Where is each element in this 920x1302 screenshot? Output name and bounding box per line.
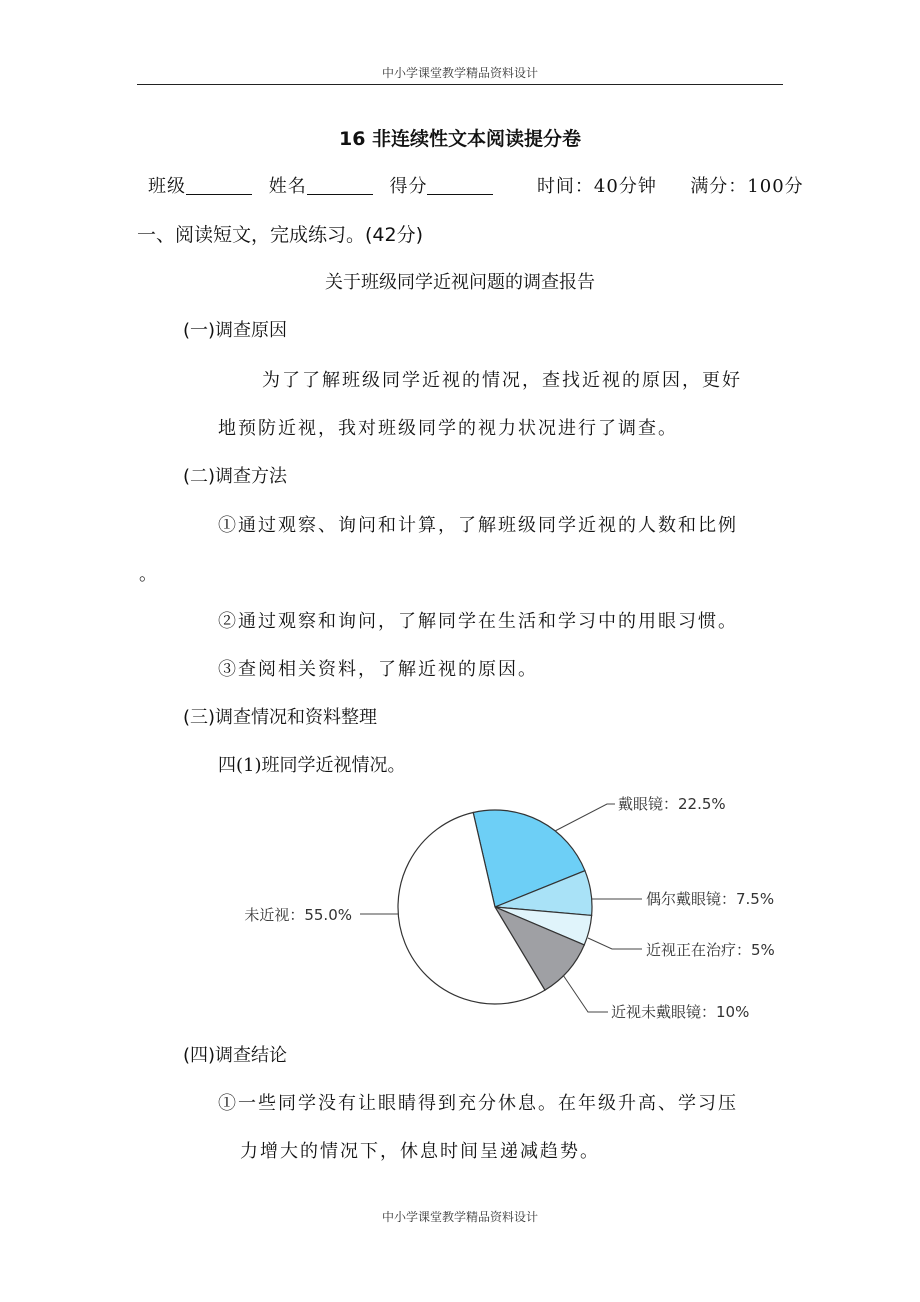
name-label: 姓名 xyxy=(268,176,307,197)
part2-item2: ②通过观察和询问，了解同学在生活和学习中的用眼习惯。 xyxy=(218,611,738,632)
part4-item1-line2: 力增大的情况下，休息时间呈递减趋势。 xyxy=(240,1141,600,1162)
myopia-pie-chart xyxy=(200,780,820,1040)
report-title: 关于班级同学近视问题的调查报告 xyxy=(325,272,595,293)
part2-item3: ③查阅相关资料，了解近视的原因。 xyxy=(218,659,538,680)
part1-heading: (一)调查原因 xyxy=(183,320,288,341)
pie-label-1: 偶尔戴眼镜：7.5% xyxy=(646,890,775,908)
page-footer: 中小学课堂教学精品资料设计 xyxy=(381,1210,538,1224)
part1-line2: 地预防近视，我对班级同学的视力状况进行了调查。 xyxy=(218,418,678,439)
full-score-info: 满分：100分 xyxy=(690,176,804,197)
student-info-row xyxy=(148,172,804,198)
pie-label-3: 近视未戴眼镜：10% xyxy=(611,1003,750,1021)
page-header: 中小学课堂教学精品资料设计 xyxy=(381,66,538,80)
pie-leader-line-3 xyxy=(563,975,608,1012)
header-rule xyxy=(137,84,783,85)
part4-heading: (四)调查结论 xyxy=(183,1045,288,1066)
pie-label-2: 近视正在治疗：5% xyxy=(646,941,775,959)
pie-label-0: 戴眼镜：22.5% xyxy=(618,795,726,813)
pie-label-4: 未近视：55.0% xyxy=(244,906,352,924)
section-heading: 一、阅读短文，完成练习。(42分) xyxy=(137,224,424,246)
name-blank xyxy=(307,176,373,195)
part3-intro: 四(1)班同学近视情况。 xyxy=(218,755,406,776)
part2-heading: (二)调查方法 xyxy=(183,466,288,487)
score-label: 得分 xyxy=(389,176,428,197)
part4-item1-line1: ①一些同学没有让眼睛得到充分休息。在年级升高、学习压 xyxy=(218,1093,738,1114)
score-blank xyxy=(427,176,493,195)
part1-line1: 为了了解班级同学近视的情况，查找近视的原因，更好 xyxy=(262,370,742,391)
part2-item1-line1: ①通过观察、询问和计算，了解班级同学近视的人数和比例 xyxy=(218,515,738,536)
class-label: 班级 xyxy=(148,176,186,197)
part3-heading: (三)调查情况和资料整理 xyxy=(183,707,378,728)
class-blank xyxy=(186,176,252,195)
page-title: 16 非连续性文本阅读提分卷 xyxy=(338,128,582,150)
part2-item1-line2: 。 xyxy=(139,564,159,585)
pie-leader-line-0 xyxy=(555,804,615,831)
time-info: 时间：40分钟 xyxy=(536,176,657,197)
pie-leader-line-2 xyxy=(588,938,642,949)
